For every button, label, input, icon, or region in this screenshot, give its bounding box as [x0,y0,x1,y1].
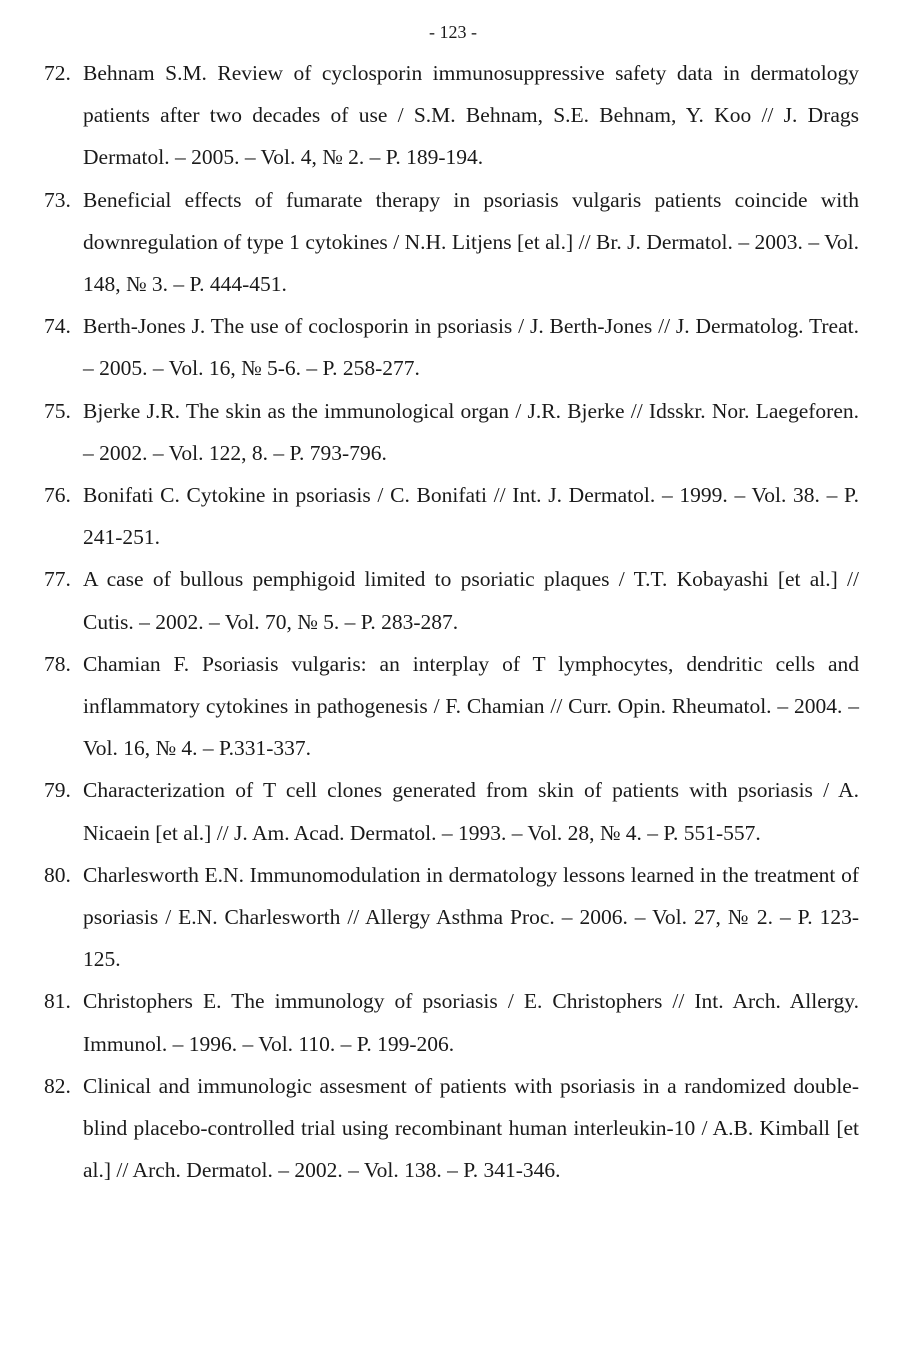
reference-item [44,474,859,558]
reference-number: 78. [44,651,71,676]
reference-item [44,769,859,853]
reference-number: 77. [44,567,71,592]
reference-number: 82. [44,1073,71,1098]
reference-text: Bjerke J.R. The skin as the immunological organ / J.R. Bjerke // Idsskr. Nor. Laegeforen. – 2002. – Vol. 122, 8. – P. 793-796. [83,398,859,465]
reference-number: 75. [44,398,71,423]
reference-text: Clinical and immunologic assesment of patients with psoriasis in a randomized double-blind placebo-controlled trial using recombinant human interleukin-10 / A.B. Kimball [et al.] // Arch. Dermatol. – 2002. – Vol. 138. – P. 341-346. [83,1073,859,1183]
reference-text: Bonifati C. Cytokine in psoriasis / C. Bonifati // Int. J. Dermatol. – 1999. – Vol. 38. – P. 241-251. [83,483,859,550]
reference-text: Behnam S.M. Review of cyclosporin immunosuppressive safety data in dermatology patients after two decades of use / S.M. Behnam, S.E. Behnam, Y. Koo // J. Drags Dermatol. – 2005. – Vol. 4, № 2. – P. 189-194. [83,61,859,170]
reference-item [44,854,859,981]
reference-text: Beneficial effects of fumarate therapy in psoriasis vulgaris patients coincide with downregulation of type 1 cytokines / N.H. Litjens [et al.] // Br. J. Dermatol. – 2003. – Vol. 148, № 3. – P. 444-451. [83,187,859,297]
reference-number: 79. [44,778,71,803]
page-number: - 123 - [429,22,477,42]
reference-number: 76. [44,483,71,508]
reference-item [44,179,859,306]
reference-list [44,52,859,1191]
reference-item [44,390,859,474]
reference-number: 72. [44,61,71,85]
reference-item [44,305,859,389]
reference-number: 74. [44,314,71,339]
reference-number: 81. [44,989,71,1014]
reference-item [44,643,859,770]
reference-text: Berth-Jones J. The use of coclosporin in psoriasis / J. Berth-Jones // J. Dermatolog. Treat. – 2005. – Vol. 16, № 5-6. – P. 258-277. [83,314,859,381]
reference-number: 80. [44,862,71,887]
reference-item [44,980,859,1064]
reference-text: Chamian F. Psoriasis vulgaris: an interplay of T lymphocytes, dendritic cells and inflammatory cytokines in pathogenesis / F. Chamian // Curr. Opin. Rheumatol. – 2004. – Vol. 16, № 4. – P.331-337. [83,651,859,761]
reference-number: 73. [44,187,71,212]
reference-item [44,1065,859,1192]
reference-item [44,558,859,642]
reference-text: Charlesworth E.N. Immunomodulation in dermatology lessons learned in the treatment of psoriasis / E.N. Charlesworth // Allergy Asthma Proc. – 2006. – Vol. 27, № 2. – P. 123-125. [83,862,859,972]
reference-text: Characterization of T cell clones generated from skin of patients with psoriasis / A. Nicaein [et al.] // J. Am. Acad. Dermatol. – 1993. – Vol. 28, № 4. – P. 551-557. [83,778,859,845]
reference-text: A case of bullous pemphigoid limited to psoriatic plaques / T.T. Kobayashi [et al.] // Cutis. – 2002. – Vol. 70, № 5. – P. 283-287. [83,567,859,634]
reference-text: Christophers E. The immunology of psoriasis / E. Christophers // Int. Arch. Allergy. Immunol. – 1996. – Vol. 110. – P. 199-206. [83,989,859,1056]
reference-item [44,52,859,179]
